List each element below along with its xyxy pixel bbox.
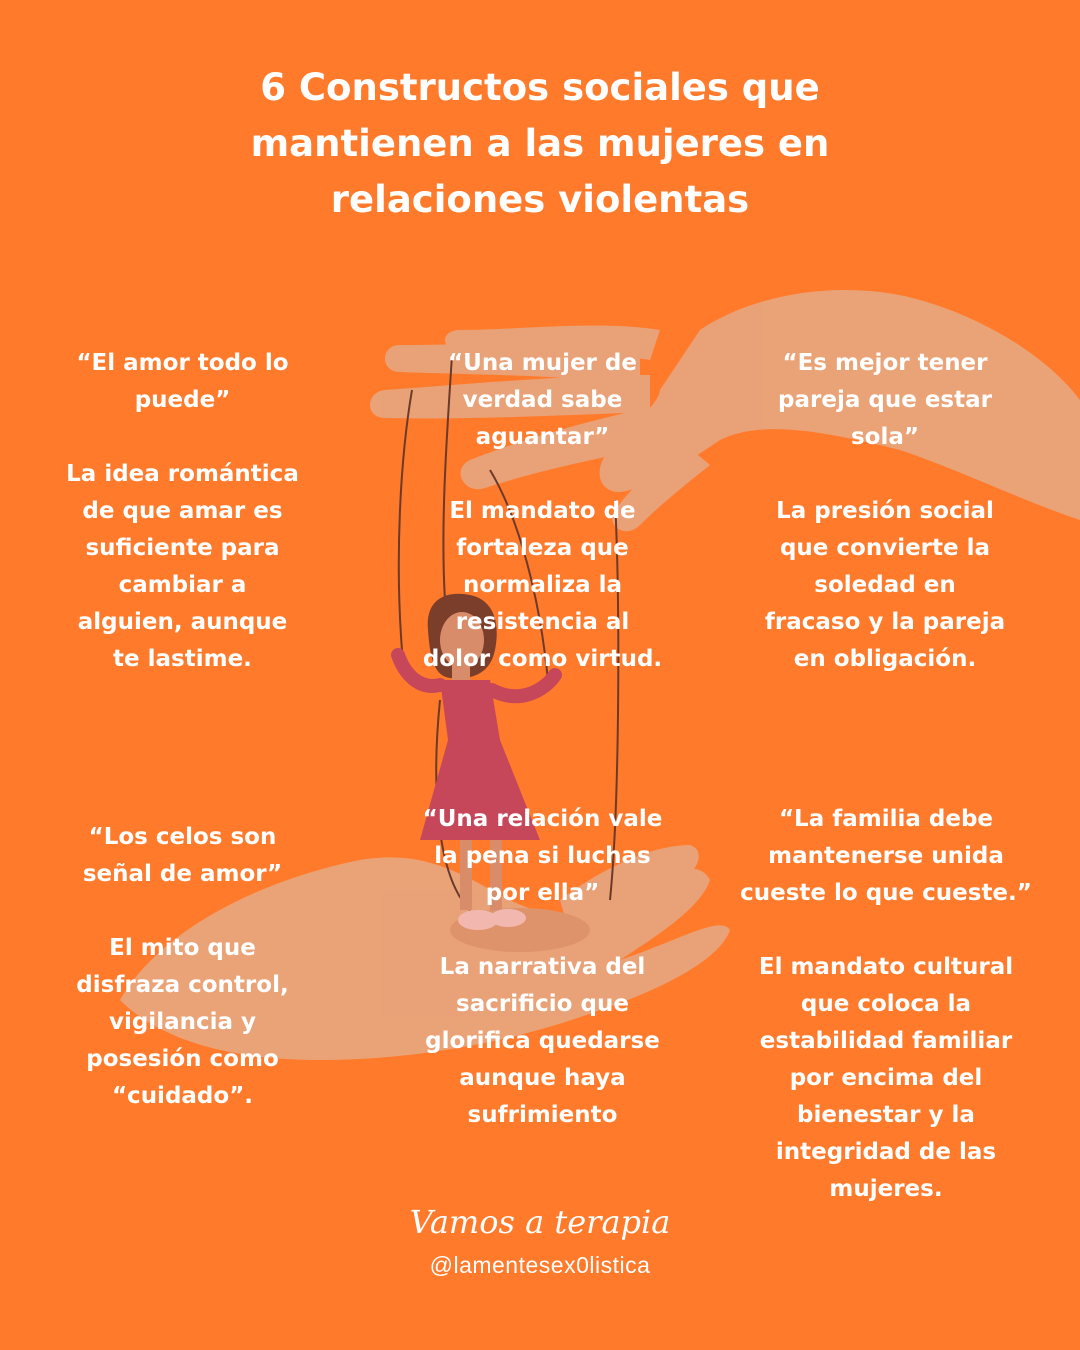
construct-description: La presión social que convierte la soledad en fracaso y la pareja en obligación. [764,498,1006,672]
social-handle: @lamentesex0listica [429,1252,651,1278]
construct-quote: “Los celos son señal de amor” [82,824,283,887]
construct-quote: “Una relación vale la pena si luchas por ella” [422,806,663,906]
construct-description: El mito que disfraza control, vigilancia y posesión como “cuidado”. [76,935,289,1109]
construct-mejor-tener-pareja [735,345,1035,678]
construct-description: El mandato de fortaleza que normaliza la resistencia al dolor como virtud. [422,498,663,672]
construct-relacion-vale-la-pena [400,801,685,1134]
construct-quote: “Una mujer de verdad sabe aguantar” [448,350,637,450]
construct-amor-todo-lo-puede [40,345,325,678]
construct-description: La narrativa del sacrificio que glorifica quedarse aunque haya sufrimiento [425,954,660,1128]
construct-mujer-de-verdad [400,345,685,678]
construct-description: El mandato cultural que coloca la estabilidad familiar por encima del bienestar y la integridad de las mujeres. [758,954,1014,1202]
construct-celos-senal-de-amor [40,819,325,1115]
construct-familia-unida [730,801,1042,1208]
construct-quote: “Es mejor tener pareja que estar sola” [778,350,992,450]
construct-quote: “La familia debe mantenerse unida cueste lo que cueste.” [740,806,1032,906]
page-title: 6 Constructos sociales que mantienen a las mujeres en relaciones violentas [250,66,830,221]
brand-signature: Vamos a terapia [409,1203,671,1241]
construct-quote: “El amor todo lo puede” [76,350,289,413]
construct-description: La idea romántica de que amar es suficiente para cambiar a alguien, aunque te lastime. [66,461,299,672]
